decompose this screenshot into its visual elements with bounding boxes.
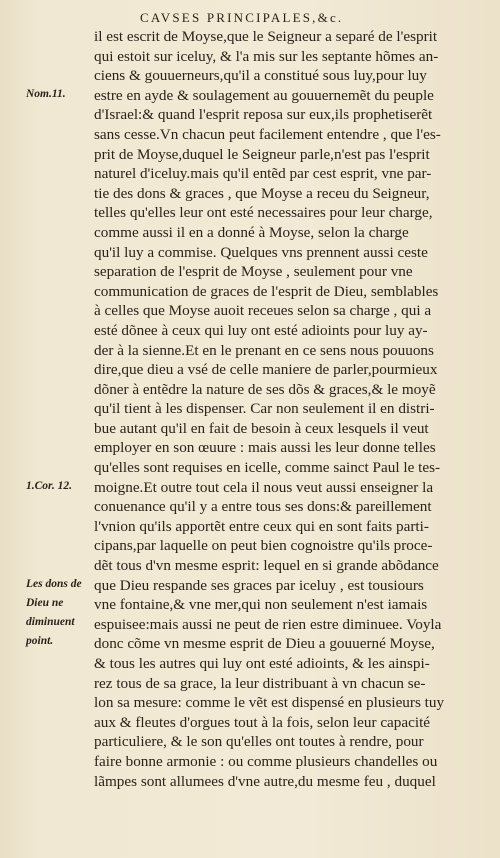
text-line: separation de l'esprit de Moyse , seulement pour vne — [94, 263, 413, 281]
body-text — [94, 27, 476, 791]
text-line: estre en ayde & soulagement au gouuernemẽt du peuple — [94, 86, 434, 104]
text-line: qui estoit sur iceluy, & l'a mis sur les septante hõmes an- — [94, 47, 439, 65]
text-line: rez tous de sa grace, la leur distribuant à vn chacun se- — [94, 674, 426, 692]
text-line: comme aussi il en a donné à Moyse, selon la charge — [94, 223, 409, 241]
text-line: moigne.Et outre tout cela il nous veut aussi enseigner la — [94, 478, 434, 496]
text-line: d'Israel:& quand l'esprit reposa sur eux,ils prophetiserẽt — [94, 106, 433, 124]
text-line: cipans,par laquelle on peut bien cognoistre qu'ils proce- — [94, 537, 433, 555]
margin-note-corinthians: 1.Cor. 12. — [26, 480, 73, 492]
margin-note-dons-1: Les dons de — [26, 578, 82, 590]
text-line: l'vnion qu'ils apportẽt entre ceux qui en sont faits parti- — [94, 517, 429, 535]
text-line: lãmpes sont allumees d'vne autre,du mesme feu , duquel — [94, 772, 436, 790]
text-line: communication de graces de l'esprit de Dieu, semblables — [94, 282, 439, 300]
text-line: ciens & gouuerneurs,qu'il a constitué sous luy,pour luy — [94, 67, 427, 85]
text-line: conuenance qu'il y a entre tous ses dons:& pareillement — [94, 498, 432, 516]
text-line: qu'il tient à les dispenser. Car non seulement il en distri- — [94, 400, 435, 418]
text-line: naturel d'iceluy.mais qu'il entẽd par cest esprit, vne par- — [94, 165, 432, 183]
margin-note-dons-4: point. — [26, 635, 54, 647]
text-line: prit de Moyse,duquel le Seigneur parle,n'est pas l'esprit — [94, 145, 430, 163]
text-line: dõner à entẽdre la nature de ses dõs & graces,& le moyẽ — [94, 380, 436, 398]
text-line: donc cõme vn mesme esprit de Dieu a gouuerné Moyse, — [94, 635, 435, 653]
text-line: telles qu'elles leur ont esté necessaires pour leur charge, — [94, 204, 433, 222]
text-line: dẽt tous d'vn mesme esprit: lequel en si grande abõdance — [94, 557, 439, 575]
margin-note-dons-2: Dieu ne — [26, 597, 64, 609]
margin-note-numbers: Nom.11. — [26, 88, 66, 100]
text-line: qu'elles sont requises en icelle, comme sainct Paul le tes- — [94, 459, 441, 477]
text-line: il est escrit de Moyse,que le Seigneur a separé de l'esprit — [94, 28, 438, 45]
text-line: der à la sienne.Et en le prenant en ce sens nous pouuons — [94, 341, 434, 359]
text-line: aux & fleutes d'orgues tout à la fois, selon leur capacité — [94, 713, 431, 731]
margin-note-dons-3: diminuent — [26, 616, 75, 628]
text-line: à celles que Moyse auoit receues selon sa charge , qui a — [94, 302, 432, 320]
text-line: tie des dons & graces , que Moyse a receu du Seigneur, — [94, 184, 430, 202]
text-line: sans cesse.Vn chacun peut facilement entendre , que l'es- — [94, 125, 441, 143]
text-line: lon sa mesure: comme le vẽt est dispensé en plusieurs tuy — [94, 694, 445, 712]
text-line: esté dõnee à ceux qui luy ont esté adioints pour luy ay- — [94, 321, 428, 339]
text-line: faire bonne armonie : ou comme plusieurs chandelles ou — [94, 752, 438, 770]
text-line: que Dieu respande ses graces par iceluy , est tousiours — [94, 576, 424, 594]
text-line: bue autant qu'il en fait de besoin à ceux lesquels il veut — [94, 419, 429, 437]
text-line: dire,que dieu a vsé de celle maniere de parler,pourmieux — [94, 361, 438, 379]
text-line: employer en son œuure : mais aussi les leur donne telles — [94, 439, 436, 457]
text-line: vne fontaine,& vne mer,qui non seulement n'est iamais — [94, 596, 428, 614]
text-line: & tous les autres qui luy ont esté adioints, & les ainspi- — [94, 655, 430, 672]
text-line: particuliere, & le son qu'elles ont toutes à rendre, pour — [94, 733, 424, 751]
running-header: CAVSES PRINCIPALES,&c. — [140, 10, 344, 25]
text-line: qu'il luy a commise. Quelques vns prennent aussi ceste — [94, 243, 428, 261]
text-line: espuisee:mais aussi ne peut de rien estre diminuee. Voyla — [94, 615, 442, 633]
